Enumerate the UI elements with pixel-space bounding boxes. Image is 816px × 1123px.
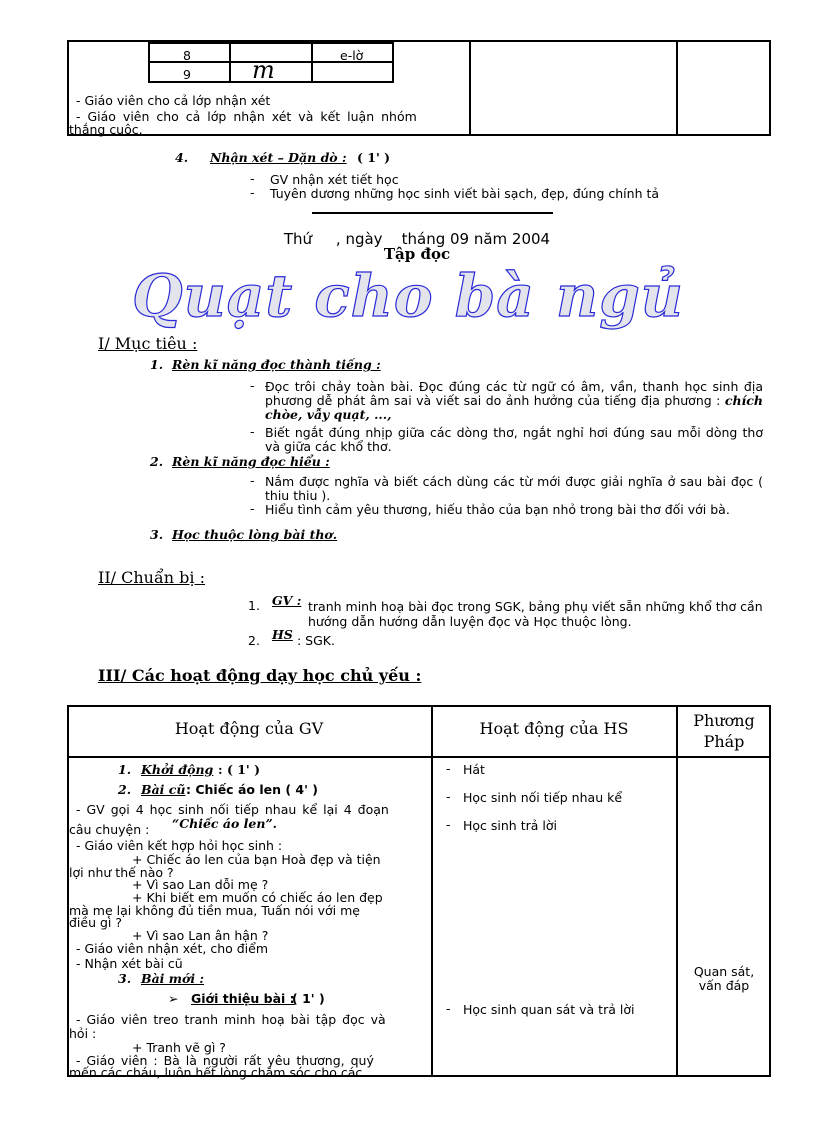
column-header: Hoạt động của HS [479,719,629,738]
text-line: câu chuyện : [69,822,150,837]
text-line: - Giáo viên kết hợp hỏi học sinh : [76,838,283,853]
bullet-text: Tuyên dương những học sinh viết bài sạch, đẹp, đúng chính tả [270,186,660,201]
column-header: Phương Pháp [693,711,755,751]
item-title: Giới thiệu bài : [191,991,295,1006]
item-label: HS [272,627,293,642]
column-header: Hoạt động của GV [174,719,324,738]
divider [469,40,471,136]
question: mà mẹ lại không đủ tiền mua, Tuấn nói với mẹ [69,903,360,918]
subject: Tập đọc [383,245,451,263]
item-title: Rèn kĩ năng đọc hiểu : [172,454,330,469]
arrow-bullet-icon: ➢ [168,991,179,1006]
item-number: 2. [248,633,260,648]
cursive-letter: m [252,56,275,84]
hs-activity: Học sinh nối tiếp nhau kể [463,790,623,805]
question: + Vì sao Lan ân hận ? [132,928,269,943]
item-number: 2. [118,782,132,797]
section-heading: II/ Chuẩn bị : [98,568,205,587]
lesson-title-wordart: Quạt cho bà ngủ [132,262,684,330]
section-heading: III/ Các hoạt động dạy học chủ yếu : [98,666,422,685]
section-time: ( 1' ) [357,150,391,165]
text-line: thắng cuộc. [69,122,143,137]
divider [676,705,678,1077]
divider [676,40,678,136]
document-page: 8 e-lờ 9 m - Giáo viên cho cả lớp nhận xét - Giáo viên cho cả lớp nhận xét và kết luận nhóm thắng cuộc. 4. Nhận xét – Dặn dò : ( 1' ) - GV nhận xét tiết học - Tuyên dương những học sinh viết bài sạch, đẹp, đúng chính tả Thứ , ngày tháng 09 năm 2004 Tập đọc Quạt cho bà ngủ I/ Mục tiêu : 1. Rèn kĩ năng đọc thành tiếng : - Đọc trôi chảy toàn bài. Đọc đúng các từ ngữ có âm, vần, thanh học sinh địa phương dễ phát âm sai và viết sai do ảnh hưởng của tiếng địa phương : chích chòe, vẫy quạt, ..., - Biết ngắt đúng nhịp giữa các dòng thơ, ngắt nghỉ hơi đúng sau mỗi dòng thơ và giữa các khổ thơ. 2. Rèn kĩ năng đọc hiểu : - Nắm được nghĩa và biết cách dùng các từ mới được giải nghĩa ở sau bài đọc ( thiu thiu ). - Hiểu tình cảm yêu thương, hiếu thảo của bạn nhỏ trong bài thơ đối với bà. 3. Học thuộc lòng bài thơ. II/ Chuẩn bị : 1. GV : tranh minh hoạ bài đọc trong SGK, bảng phụ viết sẵn những khổ thơ cần hướng dẫn hướng dẫn luyện đọc và Học thuộc lòng. 2. HS : SGK. III/ Các hoạt động dạy học chủ yếu : Hoạt động của GV Hoạt động của HS Phương Pháp 1. Khởi động : ( 1' ) 2. Bài cũ : Chiếc áo len ( 4' ) - GV gọi 4 học sinh nối tiếp nhau kể lại 4 đoạn câu chuyện : “Chiếc áo len”. - Giáo viên kết hợp hỏi học sinh : + Chiếc áo len của bạn Hoà đẹp và tiện lợi như thế nào ? + Vì sao Lan dỗi mẹ ? + Khi biết em muốn có chiếc áo len đẹp mà mẹ lại không đủ tiền mua, Tuấn nói với mẹ điều gì ? + Vì sao Lan ân hận ? - Giáo viên nhận xét, cho điểm - Nhận xét bài cũ 3. Bài mới : ➢ Giới thiệu bài : ( 1' ) - Giáo viên treo tranh minh hoạ bài tập đọc và hỏi : + Tranh vẽ gì ? - Giáo viên : Bà là người rất yêu thương, quý mến các cháu, luôn hết lòng chăm sóc cho các - Hát - Học sinh nối tiếp nhau kể - Học sinh trả lời - Học sinh quan sát và trả lời Quan sát, vấn đáp [0,0,816,1123]
hs-activity: Học sinh trả lời [463,818,557,833]
item-title: Khởi động [141,762,214,777]
story-title: “Chiếc áo len”. [172,816,278,831]
item-title: Bài mới : [141,971,205,986]
cell: 8 [183,48,191,63]
section-heading: I/ Mục tiêu : [98,334,198,353]
item-title: Bài cũ [141,782,186,797]
item-time: ( 1' ) [292,991,325,1006]
item-number: 2. [150,454,164,469]
item-number: 1. [248,598,260,613]
item-text: : SGK. [297,633,335,648]
item-text: tranh minh hoạ bài đọc trong SGK, bảng phụ viết sẵn những khổ thơ cần hướng dẫn hướng dẫn luyện đọc và Học thuộc lòng. [308,599,763,629]
question: + Chiếc áo len của bạn Hoà đẹp và tiện [132,852,381,867]
text-line: - GV gọi 4 học sinh nối tiếp nhau kể lại 4 đoạn [76,802,389,817]
question: + Khi biết em muốn có chiếc áo len đẹp [132,890,383,905]
question: + Tranh vẽ gì ? [132,1040,226,1055]
bullet-text: GV nhận xét tiết học [270,172,399,187]
item-number: 1. [118,762,132,777]
bullet-text: Biết ngắt đúng nhịp giữa các dòng thơ, ngắt nghỉ hơi đúng sau mỗi dòng thơ và giữa các khổ thơ. [265,425,763,454]
text-line: - Giáo viên treo tranh minh hoạ bài tập đọc và [76,1012,386,1027]
method-text: vấn đáp [698,978,750,993]
section-number: 4. [175,150,189,165]
item-number: 3. [118,971,132,986]
question: điều gì ? [69,915,123,930]
text-line: - Giáo viên cho cả lớp nhận xét [76,93,271,108]
divider [431,705,433,1077]
text-line: - Giáo viên cho cả lớp nhận xét và kết luận nhóm [76,109,417,124]
section-title: Nhận xét – Dặn dò : [210,150,347,165]
hs-activity: Hát [463,762,485,777]
text-line: hỏi : [69,1026,97,1041]
text-line: - Nhận xét bài cũ [76,956,183,971]
text-line: - Giáo viên nhận xét, cho điểm [76,941,269,956]
text-line: mến các cháu, luôn hết lòng chăm sóc cho các [69,1065,363,1080]
item-number: 1. [150,357,164,372]
method-text: Quan sát, [693,964,755,979]
question: + Vì sao Lan dỗi mẹ ? [132,877,269,892]
question: lợi như thế nào ? [69,865,174,880]
item-number: 3. [150,527,164,542]
item-label: GV : [272,593,302,608]
text-line: - Giáo viên : Bà là người rất yêu thương, quý [76,1053,374,1068]
cell: e-lờ [340,48,364,63]
cell: 9 [183,67,191,82]
divider [229,42,231,83]
hs-activity: Học sinh quan sát và trả lời [463,1002,635,1017]
divider [67,756,771,758]
bullet-text: Hiểu tình cảm yêu thương, hiếu thảo của bạn nhỏ trong bài thơ đối với bà. [265,502,730,517]
separator [312,212,553,214]
bullet-text: Đọc trôi chảy toàn bài. Đọc đúng các từ ngữ có âm, vần, thanh học sinh địa phương dễ phát âm sai và viết sai do ảnh hưởng của tiếng địa phương : chích chòe, vẫy quạt, ..., [265,379,763,422]
date-line: Thứ , ngày tháng 09 năm 2004 [283,230,551,248]
bullet-text: Nắm được nghĩa và biết cách dùng các từ mới được giải nghĩa ở sau bài đọc ( thiu thiu ). [265,474,763,503]
item-title: Học thuộc lòng bài thơ. [172,527,338,542]
divider [311,42,313,83]
item-text: : Chiếc áo len ( 4' ) [186,782,318,797]
item-title: Rèn kĩ năng đọc thành tiếng : [172,357,381,372]
item-time: : ( 1' ) [218,762,261,777]
